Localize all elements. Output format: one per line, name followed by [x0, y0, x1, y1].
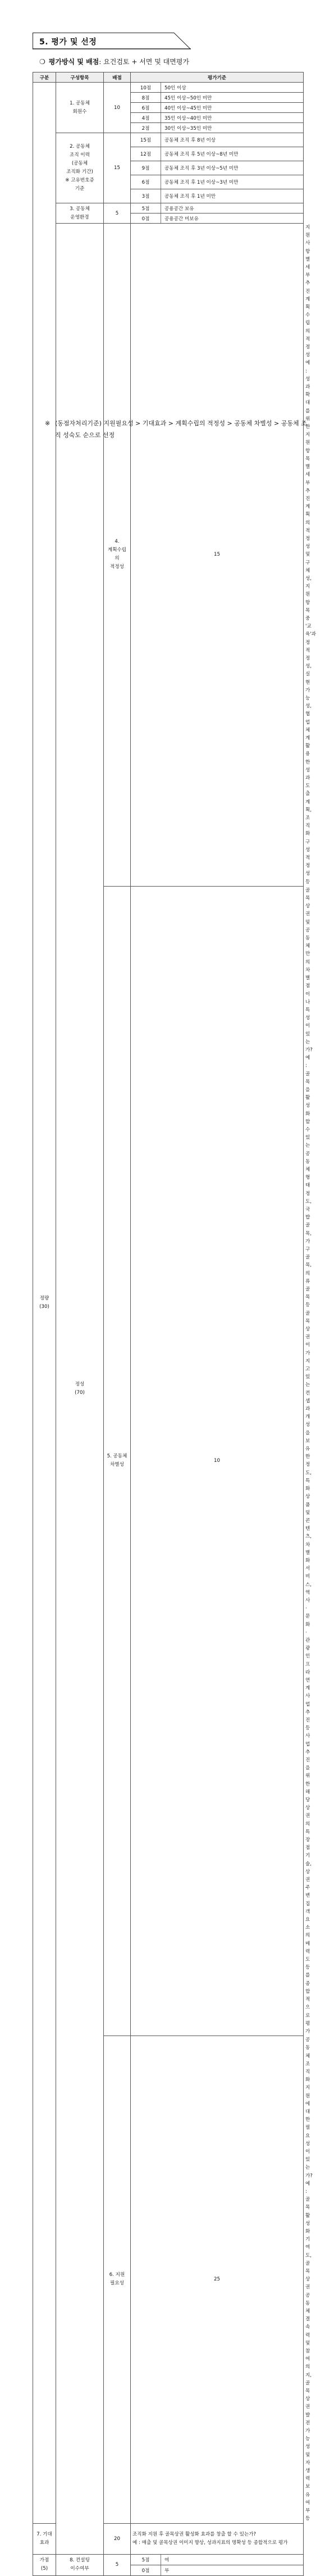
section-title: 5. 평가 및 선정 — [39, 38, 97, 47]
score-effect: 20 — [104, 2523, 131, 2554]
header-score: 배점 — [104, 72, 131, 83]
criteria-row: 3점 공동체 조직 후 1년 미만 — [131, 189, 304, 203]
criteria-row: 6점 40인 이상~45인 미만 — [131, 103, 304, 113]
category-qual: 정성 (70) — [56, 224, 104, 2555]
criteria-row: 6점 공동체 조직 후 1년 이상~3년 미만 — [131, 175, 304, 189]
item-need: 6. 지원 필요성 — [104, 2036, 131, 2523]
table-row: 정성 (70) 4. 계획수립의 적정성 15 지원사항별 세부 추진계획 수립의 적정성 예 : 성과확대를 위한 지원항목별 세부 추진계획의 적정성 및 구체성, 지원항목 중 '교육'과정 적정성, 실현가능성, 협업체계 활용한 성과도출 계획, 조직화 구성 적정성 등 — [33, 224, 304, 887]
evaluation-method — [39, 57, 189, 66]
score-history: 15 — [104, 133, 131, 203]
header-criteria: 평가기준 — [131, 72, 304, 83]
item-consulting: 8. 컨설팅 이수여부 — [56, 2554, 104, 2575]
table-header-row — [33, 72, 304, 83]
criteria-row: 8점 45인 이상~50인 미만 — [131, 93, 304, 103]
score-plan: 15 — [131, 224, 304, 887]
table-row — [33, 83, 304, 93]
tiebreak-note — [45, 417, 309, 441]
criteria-effect: 조직화 지원 후 골목상권 활성화 효과를 창출 할 수 있는가? 예 : 매출 및 골목상권 이미지 향상, 성과지표의 명확성 등 종합적으로 평가 — [131, 2523, 304, 2554]
score-diff: 10 — [131, 886, 304, 2036]
table-row: 6. 지원 필요성 25 공동체 조직화 지원에 대한 필요성이 있는가? 예 : 골목 활성화 기여도, 골목상권 공동체 결속력 및 참여의지, 골목상권 발전 가능성 및 자생력 보유 여부 등 — [33, 2036, 304, 2523]
item-plan: 4. 계획수립의 적정성 — [104, 224, 131, 887]
criteria-row: 2점 30인 이상~35인 미만 — [131, 123, 304, 133]
header-item: 구성항목 — [56, 72, 104, 83]
item-env: 3. 공동체 운영환경 — [56, 203, 104, 224]
score-need: 25 — [131, 2036, 304, 2523]
score-env: 5 — [104, 203, 131, 224]
criteria-row: 0점 부 — [131, 2565, 304, 2575]
tiebreak-text: (동점자처리기준) 지원필요성 > 기대효과 > 계획수립의 적정성 > 공동체 차별성 > 공동체 조직 성숙도 순으로 선정 — [55, 420, 307, 439]
category-quant: 정량 (30) — [33, 83, 56, 2524]
category-bonus: 가점 (5) — [33, 2554, 56, 2575]
table-row — [33, 2554, 304, 2565]
criteria-row: 5점 공용공간 보유 — [131, 203, 304, 213]
criteria-row: 5점 여 — [131, 2554, 304, 2565]
section-header — [33, 33, 191, 49]
table-row: 5. 공동체 차별성 10 골목상권 및 공동체만의 차별점이나 특성이 있는가? 예 : 골목을 활성화할 수 있는 공동체 형태 정도, 국밥골목, 가구골목, 의류골목 등 골목상권이 가지고 있는 컨셉과 개성을 보유한 정도, 특화상품 및 콘텐츠, 차별화 서비스, 역사·문화·관광 인프라 연계 사업 추진 등 사업 추진을 위한 해당 상권의 특장점 기술, 상권 주변 집객요소의 매력도 등를 종합적으로 평가 — [33, 886, 304, 2036]
header-category: 구분 — [33, 72, 56, 83]
circle-bullet-icon: ❍ — [39, 58, 45, 66]
criteria-row: 10점 50인 이상 — [131, 83, 304, 93]
method-label: 평가방식 및 배점 — [48, 58, 99, 66]
criteria-row: 0점 공용공간 미보유 — [131, 213, 304, 224]
reference-mark-icon: ※ — [45, 420, 51, 427]
score-consulting: 5 — [104, 2554, 131, 2575]
criteria-row: 12점 공동체 조직 후 5년 이상~8년 미만 — [131, 147, 304, 161]
criteria-row: 9점 공동체 조직 후 3년 이상~5년 미만 — [131, 161, 304, 175]
evaluation-table — [33, 72, 316, 2576]
item-effect: 7. 기대효과 — [33, 2523, 56, 2554]
item-diff: 5. 공동체 차별성 — [104, 886, 131, 2036]
item-history: 2. 공동체 조직 이력 (공동체 조직화 기간) ※ 고유번호증 기준 — [56, 133, 104, 203]
score-members: 10 — [104, 83, 131, 133]
method-value: : 요건검토 + 서면 및 대면평가 — [99, 58, 189, 66]
criteria-row: 4점 35인 이상~40인 미만 — [131, 113, 304, 123]
criteria-row: 15점 공동체 조직 후 8년 이상 — [131, 133, 304, 147]
item-members: 1. 공동체 회원수 — [56, 83, 104, 133]
